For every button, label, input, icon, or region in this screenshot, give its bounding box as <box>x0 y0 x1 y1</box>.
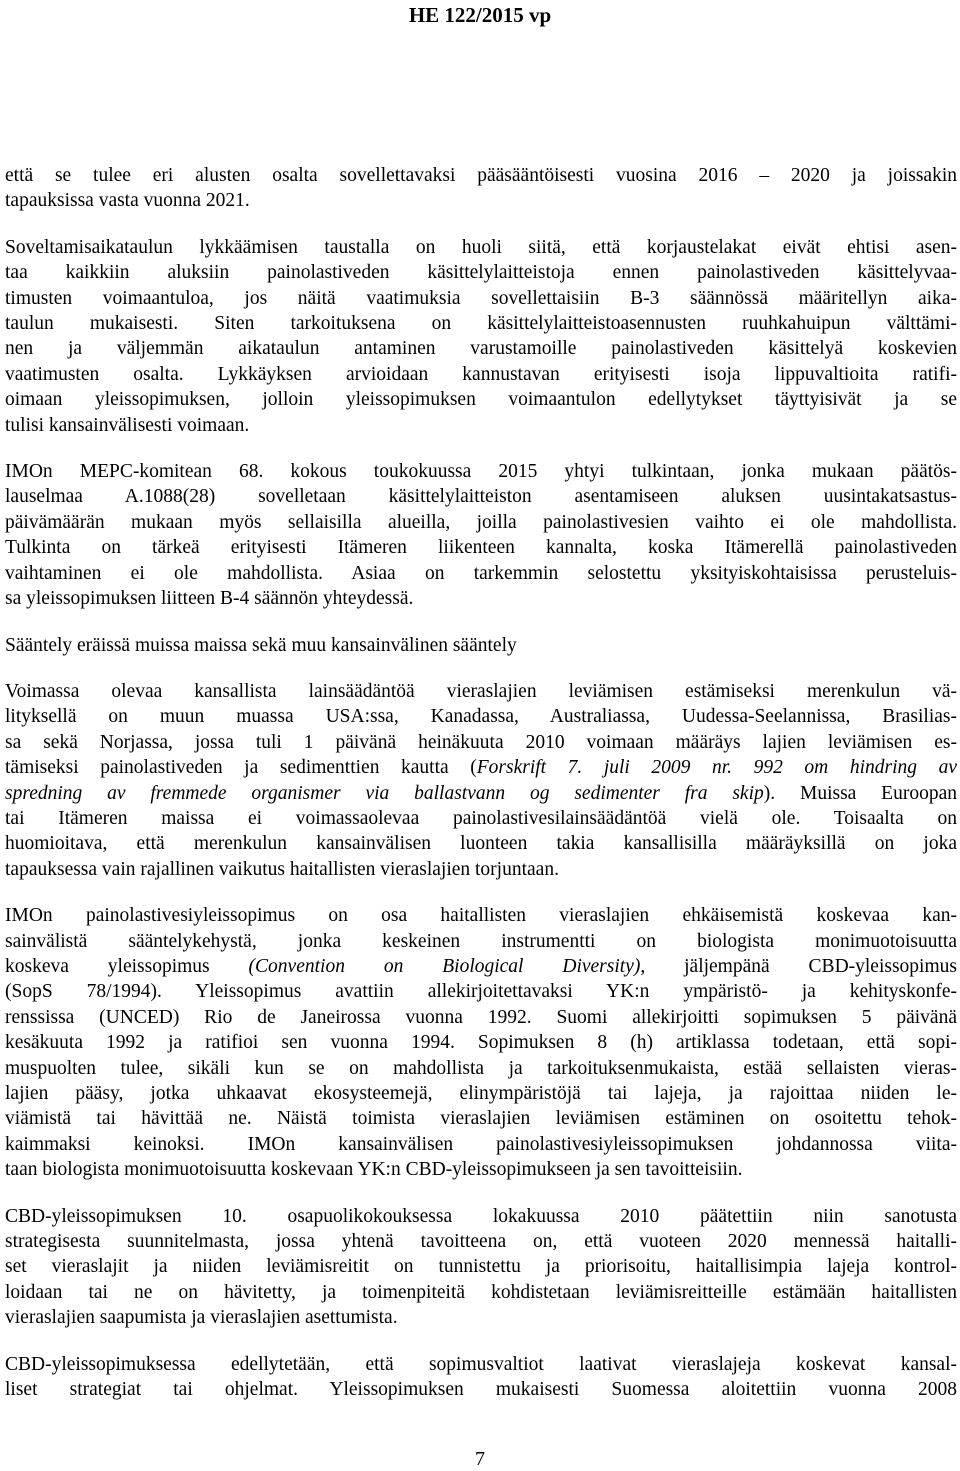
paragraph-7 <box>5 1352 957 1403</box>
text-line: Tulkinta on tärkeä erityisesti Itämeren liikenteen kannalta, koska Itämerellä painolastiveden <box>5 537 957 559</box>
text-line: renssissa (UNCED) Rio de Janeirossa vuonna 1992. Suomi allekirjoitti sopimuksen 5 päivänä <box>5 1006 957 1028</box>
paragraph-3 <box>5 459 957 611</box>
paragraph-6 <box>5 1204 957 1331</box>
text-line: taan biologista monimuotoisuutta koskevaan YK:n CBD-yleissopimukseen ja sen tavoitteisiin. <box>5 1159 743 1181</box>
paragraph-4 <box>5 679 957 882</box>
text-run: , jäljempänä CBD-yleissopimus <box>640 955 957 977</box>
text-line: CBD-yleissopimuksen 10. osapuolikokouksessa lokakuussa 2010 päätettiin niin sanotusta <box>5 1205 957 1227</box>
text-line: tai Itämeren maissa ei voimassaolevaa painolastivesilainsäädäntöä vielä ole. Toisaalta on <box>5 807 957 829</box>
text-line: vaihtaminen ei ole mahdollista. Asiaa on tarkemmin selostettu yksityiskohtaisissa perusteluis- <box>5 562 957 584</box>
text-line: sa sekä Norjassa, jossa tuli 1 päivänä heinäkuuta 2010 voimaan määräys lajien leviämisen es- <box>5 731 957 753</box>
text-line: tapauksissa vasta vuonna 2021. <box>5 190 250 212</box>
text-line: vaatimusten osalta. Lykkäyksen arvioidaan kannustavan erityisesti isoja lippuvaltioita ratifi- <box>5 363 957 385</box>
text-line: sa yleissopimuksen liitteen B-4 säännön yhteydessä. <box>5 588 414 610</box>
document-body <box>5 163 957 1423</box>
text-line: timusten voimaantuloa, jos näitä vaatimuksia sovellettaisiin B-3 säännössä määritellyn aika- <box>5 287 957 309</box>
paragraph-2 <box>5 235 957 438</box>
text-line: sainvälistä sääntelykehystä, jonka keskeinen instrumentti on biologista monimuotoisuutta <box>5 930 957 952</box>
text-line: loidaan tai ne on hävitetty, ja toimenpiteitä kohdistetaan leviämisreitteille estämään haitallisten <box>5 1281 957 1303</box>
text-line: IMOn MEPC-komitean 68. kokous toukokuussa 2015 yhtyi tulkintaan, jonka mukaan päätös- <box>5 461 957 483</box>
text-run: koskeva yleissopimus <box>5 955 249 977</box>
text-line: taulun mukaisesti. Siten tarkoituksena on käsittelylaitteistoasennusten ruuhkahuipun välttämi- <box>5 313 957 335</box>
text-line <box>5 755 957 780</box>
text-line: taa kaikkiin aluksiin painolastiveden käsittelylaitteistoja ennen painolastiveden käsittelyvaa- <box>5 262 957 284</box>
page-number: 7 <box>475 1448 485 1470</box>
text-line: kaimmaksi keinoksi. IMOn kansainvälisen painolastivesiyleissopimuksen johdannossa viita- <box>5 1133 957 1155</box>
text-line <box>5 954 957 979</box>
text-run: ). Muissa Euroopan <box>763 782 957 804</box>
text-line: set vieraslajit ja niiden leviämisreitit on tunnistettu ja priorisoitu, haitallisimpia lajeja kontrol- <box>5 1256 957 1278</box>
text-line: kesäkuuta 1992 ja ratifioi sen vuonna 1994. Sopimuksen 8 (h) artiklassa todetaan, että sopi- <box>5 1032 957 1054</box>
text-line: strategisesta suunnitelmasta, jossa yhtenä tavoitteena on, että vuoteen 2020 mennessä haitalli- <box>5 1231 957 1253</box>
text-line: vieraslajien saapumista ja vieraslajien asettumista. <box>5 1307 398 1329</box>
text-line: että se tulee eri alusten osalta sovellettavaksi pääsääntöisesti vuosina 2016 – 2020 ja joissakin <box>5 165 957 186</box>
text-run: tämiseksi painolastiveden ja sedimenttien kautta ( <box>5 757 477 779</box>
text-line: CBD-yleissopimuksessa edellytetään, että sopimusvaltiot laativat vieraslajeja koskevat kansal- <box>5 1353 957 1375</box>
text-line: Soveltamisaikataulun lykkäämisen taustalla on huoli siitä, että korjaustelakat eivät ehtisi asen- <box>5 236 957 258</box>
text-line: nen ja väljemmän aikataulun antaminen varustamoille painolastiveden käsittelyä koskevien <box>5 338 957 360</box>
text-line: lityksellä on muun muassa USA:ssa, Kanadassa, Australiassa, Uudessa-Seelannissa, Brasilias- <box>5 706 957 728</box>
text-line <box>5 781 957 806</box>
text-line: oimaan yleissopimuksen, jolloin yleissopimuksen voimaantulon edellytykset täyttyisivät ja se <box>5 389 957 411</box>
text-line: liset strategiat tai ohjelmat. Yleissopimuksen mukaisesti Suomessa aloitettiin vuonna 2008 <box>5 1379 957 1401</box>
text-line: viämistä tai hävittää ne. Näistä toimista vieraslajien leviämisen estäminen on osoitettu tehok- <box>5 1108 957 1130</box>
text-line: lajien pääsy, jotka uhkaavat ekosysteemejä, elinympäristöjä tai lajeja, ja rajoittaa niiden le- <box>5 1083 957 1104</box>
document-header: HE 122/2015 vp <box>408 3 552 27</box>
italic-citation: spredning av fremmede organismer via ballastvann og sedimenter fra skip <box>5 782 764 804</box>
text-line: IMOn painolastivesiyleissopimus on osa haitallisten vieraslajien ehkäisemistä koskevaa kan- <box>5 905 957 927</box>
text-line: päivämäärän mukaan myös sellaisilla alueilla, joilla painolastivesien vaihto ei ole mahdollista. <box>5 511 957 533</box>
text-line: lauselmaa A.1088(28) sovelletaan käsittelylaitteiston asentamiseen aluksen uusintakatsastus- <box>5 486 957 508</box>
italic-citation: Forskrift 7. juli 2009 nr. 992 om hindring av <box>476 757 957 779</box>
italic-citation: (Convention on Biological Diversity) <box>248 955 641 977</box>
paragraph-1 <box>5 163 957 214</box>
section-heading: Sääntely eräissä muissa maissa sekä muu kansainvälinen sääntely <box>5 634 517 656</box>
paragraph-5 <box>5 903 957 1182</box>
text-line: Voimassa olevaa kansallista lainsäädäntöä vieraslajien leviämisen estämiseksi merenkulun vä- <box>5 680 957 702</box>
text-line: huomioitava, että merenkulun kansainvälisen luonteen takia kansallisilla määräyksillä on joka <box>5 833 957 855</box>
text-line: tulisi kansainvälisesti voimaan. <box>5 414 250 436</box>
text-line: (SopS 78/1994). Yleissopimus avattiin allekirjoitettavaksi YK:n ympäristö- ja kehityskonfe- <box>5 981 957 1003</box>
text-line: muspuolten tulee, sikäli kun se on mahdollista ja tarkoituksenmukaista, estää sellaisten vieras- <box>5 1057 957 1079</box>
text-line: tapauksessa vain rajallinen vaikutus haitallisten vieraslajien torjuntaan. <box>5 858 559 880</box>
